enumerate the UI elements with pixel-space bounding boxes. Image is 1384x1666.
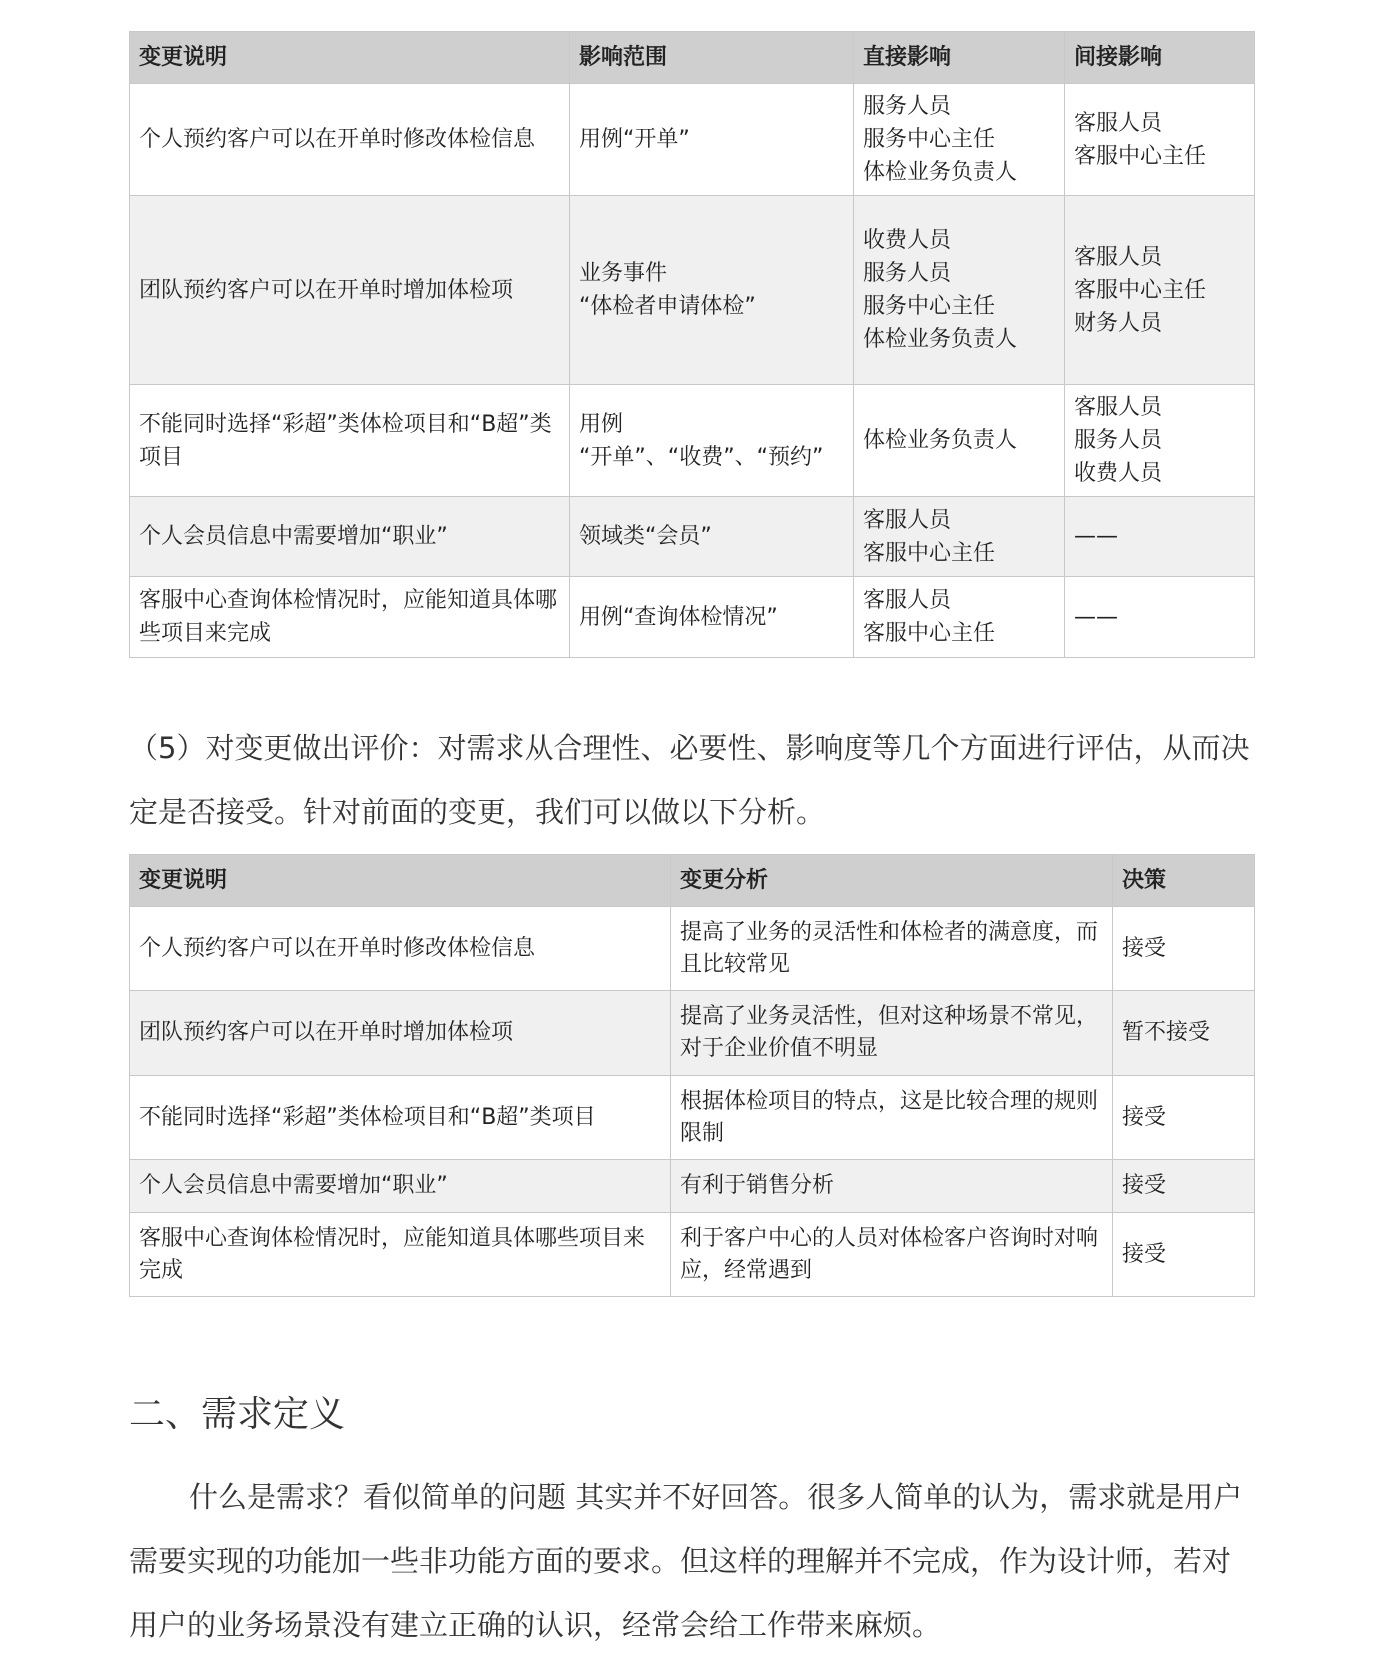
evaluation-table (129, 854, 1255, 1297)
change-analysis: 利于客户中心的人员对体检客户咨询时对响应，经常遇到 (671, 1213, 1113, 1297)
change-desc: 团队预约客户可以在开单时增加体检项 (130, 196, 570, 385)
change-desc: 个人会员信息中需要增加“职业” (130, 1160, 671, 1213)
table-header-row (130, 855, 1255, 907)
header-change-desc: 变更说明 (130, 855, 671, 907)
impact-scope: 业务事件 “体检者申请体检” (570, 196, 854, 385)
impact-scope: 领域类“会员” (570, 497, 854, 577)
header-change-analysis: 变更分析 (671, 855, 1113, 907)
table-row (130, 84, 1255, 196)
indirect-impact: 客服人员 客服中心主任 (1065, 84, 1255, 196)
impact-scope: 用例“开单” (570, 84, 854, 196)
decision: 接受 (1113, 1076, 1255, 1160)
direct-impact: 客服人员 客服中心主任 (854, 497, 1065, 577)
header-impact-scope: 影响范围 (570, 32, 854, 84)
table-row (130, 1160, 1255, 1213)
change-analysis: 根据体检项目的特点，这是比较合理的规则限制 (671, 1076, 1113, 1160)
direct-impact: 客服人员 客服中心主任 (854, 577, 1065, 658)
evaluation-paragraph: （5）对变更做出评价：对需求从合理性、必要性、影响度等几个方面进行评估，从而决定是否接受。针对前面的变更，我们可以做以下分析。 (129, 731, 1250, 829)
impact-scope: 用例“查询体检情况” (570, 577, 854, 658)
change-desc: 客服中心查询体检情况时，应能知道具体哪些项目来完成 (130, 577, 570, 658)
direct-impact: 服务人员 服务中心主任 体检业务负责人 (854, 84, 1065, 196)
header-direct-impact: 直接影响 (854, 32, 1065, 84)
change-desc: 团队预约客户可以在开单时增加体检项 (130, 991, 671, 1076)
decision: 暂不接受 (1113, 991, 1255, 1076)
table-row (130, 385, 1255, 497)
table-header-row (130, 32, 1255, 84)
impact-table (129, 31, 1255, 658)
table-row (130, 1076, 1255, 1160)
change-desc: 个人预约客户可以在开单时修改体检信息 (130, 84, 570, 196)
indirect-impact: —— (1065, 497, 1255, 577)
decision: 接受 (1113, 1213, 1255, 1297)
change-analysis: 提高了业务的灵活性和体检者的满意度，而且比较常见 (671, 907, 1113, 991)
header-change-desc: 变更说明 (130, 32, 570, 84)
indirect-impact: —— (1065, 577, 1255, 658)
indirect-impact: 客服人员 服务人员 收费人员 (1065, 385, 1255, 497)
header-decision: 决策 (1113, 855, 1255, 907)
decision: 接受 (1113, 1160, 1255, 1213)
definition-paragraph: 什么是需求？看似简单的问题 其实并不好回答。很多人简单的认为，需求就是用户需要实现的功能加一些非功能方面的要求。但这样的理解并不完成，作为设计师，若对用户的业务场景没有建立正确的认识，经常会给工作带来麻烦。 (129, 1480, 1243, 1642)
decision: 接受 (1113, 907, 1255, 991)
change-desc: 个人会员信息中需要增加“职业” (130, 497, 570, 577)
change-desc: 客服中心查询体检情况时，应能知道具体哪些项目来完成 (130, 1213, 671, 1297)
table-row (130, 991, 1255, 1076)
direct-impact: 收费人员 服务人员 服务中心主任 体检业务负责人 (854, 196, 1065, 385)
table-row (130, 577, 1255, 658)
indirect-impact: 客服人员 客服中心主任 财务人员 (1065, 196, 1255, 385)
change-analysis: 有利于销售分析 (671, 1160, 1113, 1213)
table-row (130, 196, 1255, 385)
change-desc: 个人预约客户可以在开单时修改体检信息 (130, 907, 671, 991)
table-row (130, 907, 1255, 991)
change-desc: 不能同时选择“彩超”类体检项目和“B超”类项目 (130, 1076, 671, 1160)
table-row (130, 1213, 1255, 1297)
section-heading: 二、需求定义 (129, 1394, 346, 1435)
impact-scope: 用例 “开单”、“收费”、“预约” (570, 385, 854, 497)
change-analysis: 提高了业务灵活性，但对这种场景不常见，对于企业价值不明显 (671, 991, 1113, 1076)
direct-impact: 体检业务负责人 (854, 385, 1065, 497)
change-desc: 不能同时选择“彩超”类体检项目和“B超”类项目 (130, 385, 570, 497)
header-indirect-impact: 间接影响 (1065, 32, 1255, 84)
table-row (130, 497, 1255, 577)
